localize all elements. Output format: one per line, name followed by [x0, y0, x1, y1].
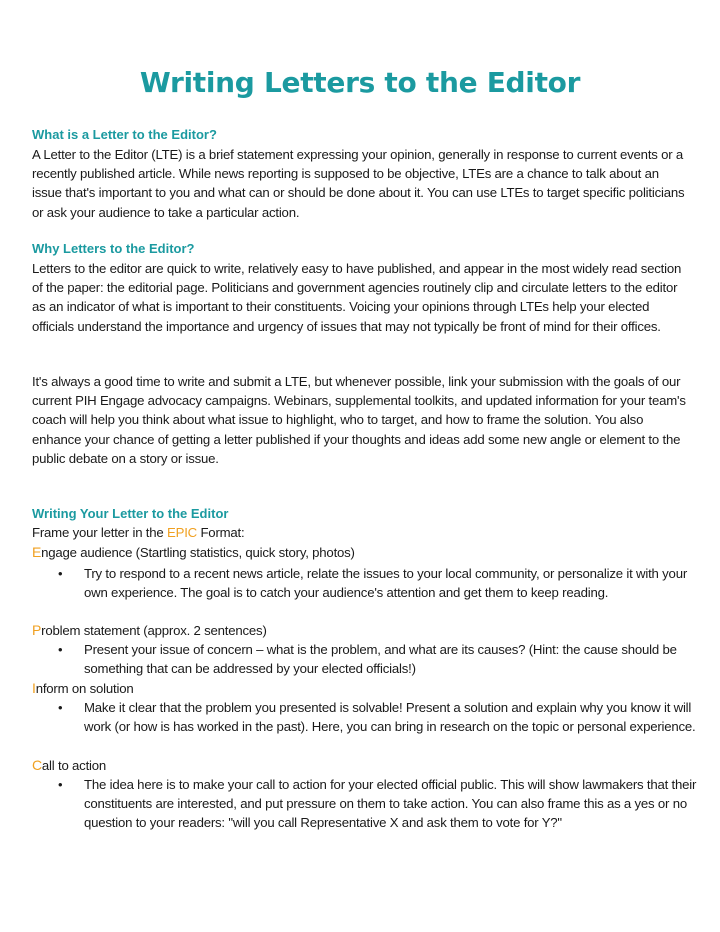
- epic-intro: [32, 523, 244, 542]
- epic-item-inform: [32, 679, 133, 698]
- epic-item-problem: [32, 621, 267, 640]
- page-title: Writing Letters to the Editor: [139, 66, 581, 99]
- epic-item-call: [32, 756, 106, 775]
- section-body-why-2: It's always a good time to write and submit a LTE, but whenever possible, link your submission with the goals of our current PIH Engage advocacy campaigns. Webinars, supplemental toolkits, and updated information for your team's coach will help you think about what issue to highlight, who to target, and how to frame the solution. You also enhance your chance of getting a letter published if your thoughts and ideas add some new angle or element to the public debate on a story or issue.: [32, 374, 686, 466]
- bullet-text: Present your issue of concern – what is the problem, and what are its causes? (Hint: the cause should be something that can be addressed by your elected officials!): [84, 642, 677, 677]
- bullet-text: Make it clear that the problem you presented is solvable! Present a solution and explain why you know it will work (or how is has worked in the past). Here, you can bring in research on the topic or personal experience.: [84, 700, 696, 735]
- epic-intro-suffix: Format:: [196, 525, 245, 540]
- epic-item-engage: [32, 543, 355, 562]
- epic-label: roblem statement (approx. 2 sentences): [41, 623, 267, 638]
- epic-label: nform on solution: [35, 681, 134, 696]
- section-body-what: A Letter to the Editor (LTE) is a brief statement expressing your opinion, generally in response to current events or a recently published article. While news reporting is supposed to be objective, LTEs are a chance to talk about an issue that's important to you and what can or should be done about it. You can use LTEs to target specific politicians or ask your audience to take a particular action.: [32, 147, 685, 220]
- bullet-dot: •: [58, 700, 63, 715]
- bullet-text: Try to respond to a recent news article, relate the issues to your local community, or personalize it with your own experience. The goal is to catch your audience's attention and get them to keep reading.: [84, 566, 688, 601]
- epic-letter: E: [32, 544, 42, 560]
- bullet-text: The idea here is to make your call to action for your elected official public. This will show lawmakers that their constituents are interested, and put pressure on them to take action. You can also frame this as a yes or no question to your readers: "will you call Representative X and ask them to vote for Y?": [84, 777, 697, 831]
- section-heading-what: What is a Letter to the Editor?: [32, 127, 217, 142]
- bullet-dot: •: [58, 777, 63, 792]
- bullet-dot: •: [58, 642, 63, 657]
- epic-label: ngage audience (Startling statistics, quick story, photos): [41, 545, 355, 560]
- epic-letter: I: [32, 680, 36, 696]
- section-heading-why: Why Letters to the Editor?: [32, 241, 195, 256]
- section-heading-writing: Writing Your Letter to the Editor: [32, 506, 229, 521]
- epic-letter: C: [32, 757, 42, 773]
- bullet-dot: •: [58, 566, 63, 581]
- section-body-why-1: Letters to the editor are quick to write, relatively easy to have published, and appear in the most widely read section of the paper: the editorial page. Politicians and government agencies routinely clip and circulate letters to the editor as an indicator of what is important to their constituents. Voicing your opinions through LTEs help your elected officials understand the importance and urgency of issues that may not typically be front of mind for their offices.: [32, 261, 682, 334]
- epic-intro-prefix: Frame your letter in the: [32, 525, 167, 540]
- epic-letter: P: [32, 622, 42, 638]
- epic-intro-accent: EPIC: [167, 525, 197, 540]
- epic-label: all to action: [41, 758, 107, 773]
